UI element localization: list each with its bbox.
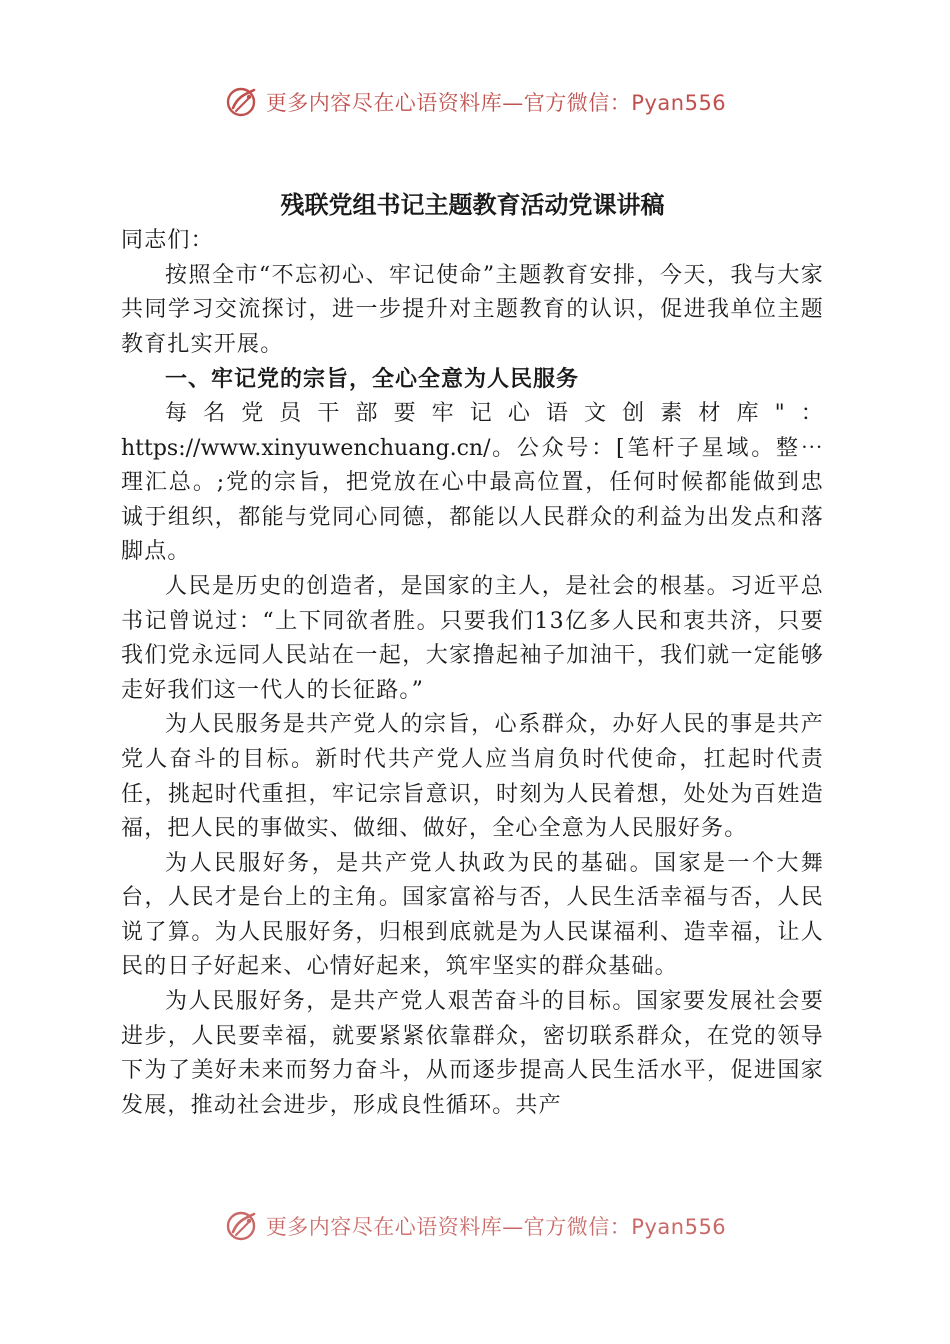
salutation: 同志们： (121, 228, 214, 253)
section-heading-1: 一、牢记党的宗旨，全心全意为人民服务 (165, 366, 580, 393)
intro-paragraph: 按照全市“不忘初心、牢记使命”主题教育安排，今天，我与大家共同学习交流探讨，进一步提升对主题教育的认识，促进我单位主题教育扎实开展。 (121, 262, 824, 357)
document-body (121, 186, 824, 1123)
footer-watermark-text: 更多内容尽在心语资料库—官方微信：Pyan556 (265, 1215, 727, 1239)
paragraph-1-lead: 每名党员干部要牢记心语文创素材库"： (165, 400, 824, 426)
logo-icon (224, 84, 260, 120)
paragraph-1 (121, 397, 824, 570)
paragraph-5: 为人民服好务，是共产党人艰苦奋斗的目标。国家要发展社会要进步，人民要幸福，就要紧紧依靠群众，密切联系群众，在党的领导下为了美好未来而努力奋斗，从而逐步提高人民生活水平，促进国家发展，推动社会进步，形成良性循环。共产 (121, 989, 824, 1118)
footer-watermark (0, 1206, 950, 1246)
header-watermark-text: 更多内容尽在心语资料库—官方微信：Pyan556 (265, 91, 727, 115)
document-title: 残联党组书记主题教育活动党课讲稿 (280, 190, 665, 219)
source-url-link[interactable]: https://www.xinyuwenchuang.cn/ (121, 435, 491, 461)
paragraph-4: 为人民服好务，是共产党人执政为民的基础。国家是一个大舞台，人民才是台上的主角。国家富裕与否，人民生活幸福与否，人民说了算。为人民服好务，归根到底就是为人民谋福利、造幸福，让人民的日子好起来、心情好起来，筑牢坚实的群众基础。 (121, 850, 824, 980)
logo-icon (224, 1208, 260, 1244)
paragraph-1-rest: 。公众号：[笔杆子星域。整⋯理汇总。;党的宗旨，把党放在心中最高位置，任何时候都能做到忠诚于组织，都能与党同心同德，都能以人民群众的利益为出发点和落脚点。 (121, 435, 824, 565)
paragraph-3: 为人民服务是共产党人的宗旨，心系群众，办好人民的事是共产党人奋斗的目标。新时代共产党人应当肩负时代使命，扛起时代责任，挑起时代重担，牢记宗旨意识，时刻为人民着想，处处为百姓造福，把人民的事做实、做细、做好，全心全意为人民服好务。 (121, 712, 824, 842)
paragraph-2: 人民是历史的创造者，是国家的主人，是社会的根基。习近平总书记曾说过：“上下同欲者胜。只要我们13亿多人民和衷共济，只要我们党永远同人民站在一起，大家撸起袖子加油干，我们就一定能够走好我们这一代人的长征路。” (121, 573, 824, 703)
header-watermark (0, 82, 950, 122)
